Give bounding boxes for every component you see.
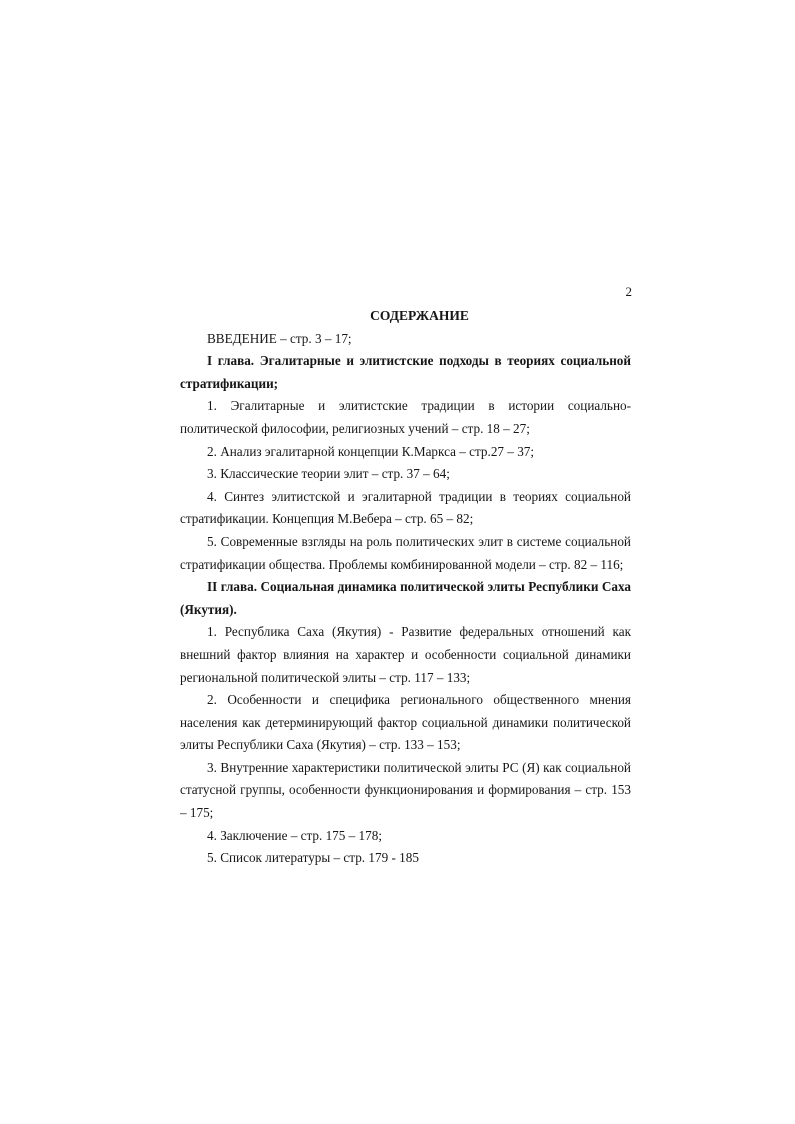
toc-line: 5. Список литературы – стр. 179 - 185: [207, 850, 419, 866]
toc-line: ВВЕДЕНИЕ – стр. 3 – 17;: [207, 330, 352, 346]
page-number: 2: [625, 284, 632, 299]
toc-line: статусной группы, особенности функционирования и формирования – стр. 153: [180, 782, 631, 798]
toc-line: 3. Внутренние характеристики политической элиты РС (Я) как социальной: [207, 759, 631, 775]
toc-line: стратификации общества. Проблемы комбинированной модели – стр. 82 – 116;: [180, 556, 624, 572]
toc-line: 1. Эгалитарные и элитистские традиции в истории социально-: [207, 398, 631, 414]
chapter-1-item-1: [180, 395, 631, 440]
toc-line: стратификации;: [180, 375, 279, 391]
toc-line: региональной политической элиты – стр. 117 – 133;: [180, 669, 471, 685]
toc-line: элиты Республики Саха (Якутия) – стр. 133 – 153;: [180, 737, 461, 753]
table-of-contents: [180, 305, 631, 870]
chapter-2-item-5: [180, 847, 631, 870]
toc-line: внешний фактор влияния на характер и особенности социальной динамики: [180, 646, 631, 662]
chapter-1-item-4: [180, 486, 631, 531]
chapter-1-item-3: [180, 463, 631, 486]
chapter-2-heading: [180, 576, 631, 621]
chapter-2-item-1: [180, 621, 631, 689]
chapter-2-item-3: [180, 757, 631, 825]
toc-line: – 175;: [180, 805, 214, 821]
toc-line: стратификации. Концепция М.Вебера – стр. 65 – 82;: [180, 511, 474, 527]
toc-line: 1. Республика Саха (Якутия) - Развитие федеральных отношений как: [207, 624, 631, 640]
toc-line: населения как детерминирующий фактор социальной динамики политической: [180, 714, 631, 730]
toc-line: 2. Особенности и специфика регионального общественного мнения: [207, 692, 631, 708]
toc-line: 2. Анализ эгалитарной концепции К.Маркса – стр.27 – 37;: [207, 443, 535, 459]
chapter-1-heading: [180, 350, 631, 395]
chapter-2-item-2: [180, 689, 631, 757]
toc-line: 3. Классические теории элит – стр. 37 – 64;: [207, 466, 450, 482]
toc-line: 5. Современные взгляды на роль политических элит в системе социальной: [207, 533, 631, 549]
toc-line: 4. Синтез элитистской и эгалитарной традиции в теориях социальной: [207, 488, 631, 504]
toc-line: (Якутия).: [180, 601, 237, 617]
toc-entry-introduction: [180, 328, 631, 351]
toc-line: политической философии, религиозных учений – стр. 18 – 27;: [180, 420, 530, 436]
toc-title: СОДЕРЖАНИЕ: [370, 308, 469, 323]
toc-line: 4. Заключение – стр. 175 – 178;: [207, 827, 383, 843]
chapter-1-item-5: [180, 531, 631, 576]
chapter-2-item-4: [180, 825, 631, 848]
toc-line: I глава. Эгалитарные и элитистские подходы в теориях социальной: [207, 353, 631, 369]
chapter-1-item-2: [180, 441, 631, 464]
toc-line: II глава. Социальная динамика политической элиты Республики Саха: [207, 579, 631, 595]
